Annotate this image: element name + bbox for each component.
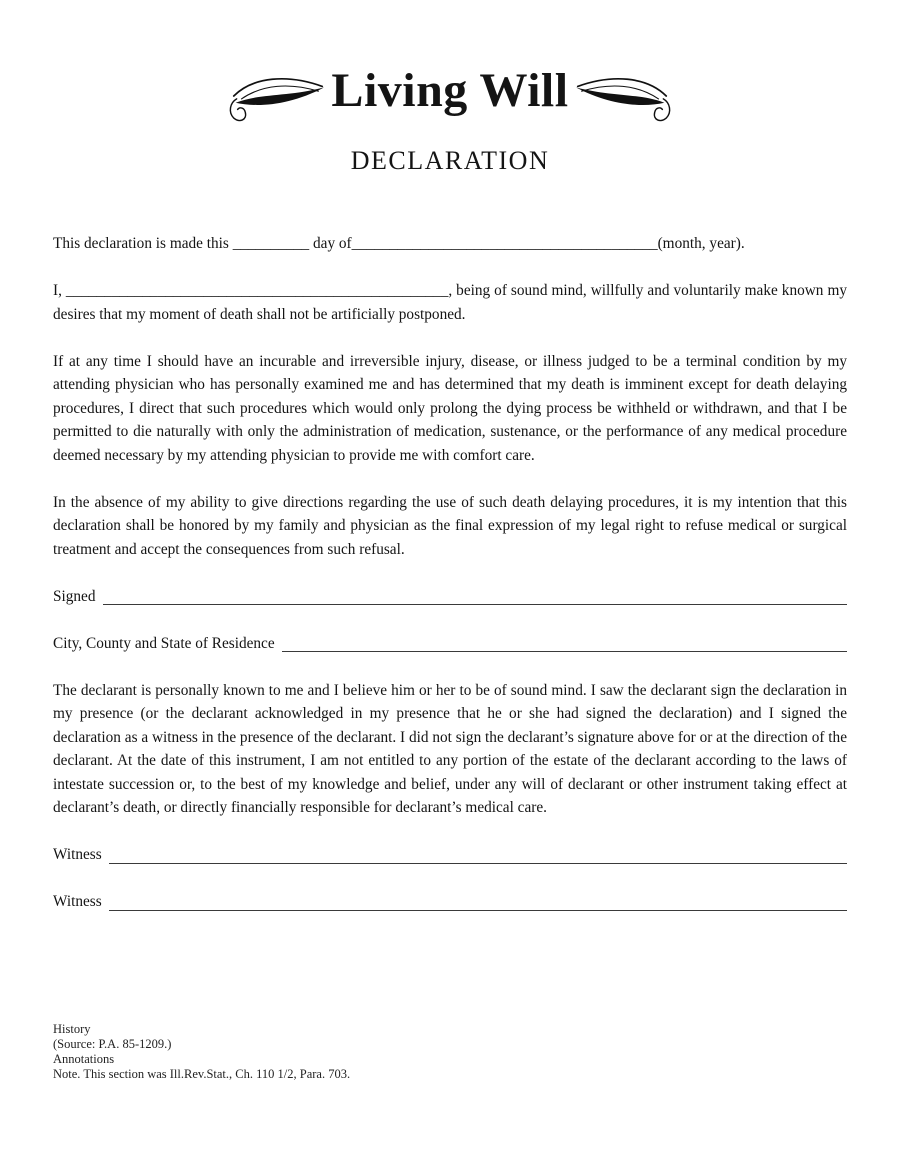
residence-label: City, County and State of Residence [53, 634, 275, 652]
witness-2-blank-line [109, 890, 847, 911]
title-row [53, 62, 847, 120]
left-flourish-icon [228, 68, 328, 124]
witness-row-1 [53, 843, 847, 867]
residence-blank-line [282, 632, 847, 653]
history-heading: History [53, 1021, 91, 1036]
witness-2-label: Witness [53, 893, 102, 910]
document-header [53, 62, 847, 176]
document-footer [53, 1022, 847, 1082]
source-note: (Source: P.A. 85-1209.) [53, 1036, 172, 1051]
date-line-paragraph: This declaration is made this __________ day of________________________________________(month, year). [53, 235, 745, 252]
right-flourish-icon [572, 68, 672, 124]
signed-label: Signed [53, 587, 96, 605]
witness-1-label: Witness [53, 846, 102, 863]
witness-attestation-paragraph: The declarant is personally known to me and I believe him or her to be of sound mind. I saw the declarant sign the declaration in my presence (or the declarant acknowledged in my presence that he or she had signed the declaration) and I signed the declaration as a witness in the presence of the declarant. I did not sign the declarant’s signature above for or at the direction of the declarant. At the date of this instrument, I am not entitled to any portion of the estate of the declarant according to the laws of intestate succession or, to the best of my knowledge and belief, under any will of declarant or other instrument taking effect at declarant’s death, or directly financially responsible for declarant’s medical care. [53, 681, 847, 816]
signed-blank-line [103, 585, 848, 606]
witness-row-2 [53, 890, 847, 914]
directive-paragraph: If at any time I should have an incurable and irreversible injury, disease, or illness judged to be a terminal condition by my attending physician who has personally examined me and has determined that my death is imminent except for death delaying procedures, I direct that such procedures which would only prolong the dying process be withheld or withdrawn, and that I be permitted to die naturally with only the administration of medication, sustenance, or the performance of any medical procedure deemed necessary by my attending physician to provide me with comfort care. [53, 352, 847, 464]
document-body [53, 232, 847, 914]
annotations-heading: Annotations [53, 1051, 115, 1066]
signed-row [53, 585, 847, 609]
declarant-paragraph: I, __________________________________________________, being of sound mind, willfully and voluntarily make known my desires that my moment of death shall not be artificially postponed. [53, 282, 847, 323]
document-subtitle: DECLARATION [350, 146, 550, 175]
residence-row [53, 632, 847, 656]
statute-note: Note. This section was Ill.Rev.Stat., Ch. 110 1/2, Para. 703. [53, 1066, 351, 1081]
witness-1-blank-line [109, 843, 847, 864]
document-title: Living Will [331, 64, 569, 117]
intention-paragraph: In the absence of my ability to give directions regarding the use of such death delaying procedures, it is my intention that this declaration shall be honored by my family and physician as the final expression of my legal right to refuse medical or surgical treatment and accept the consequences from such refusal. [53, 493, 847, 558]
